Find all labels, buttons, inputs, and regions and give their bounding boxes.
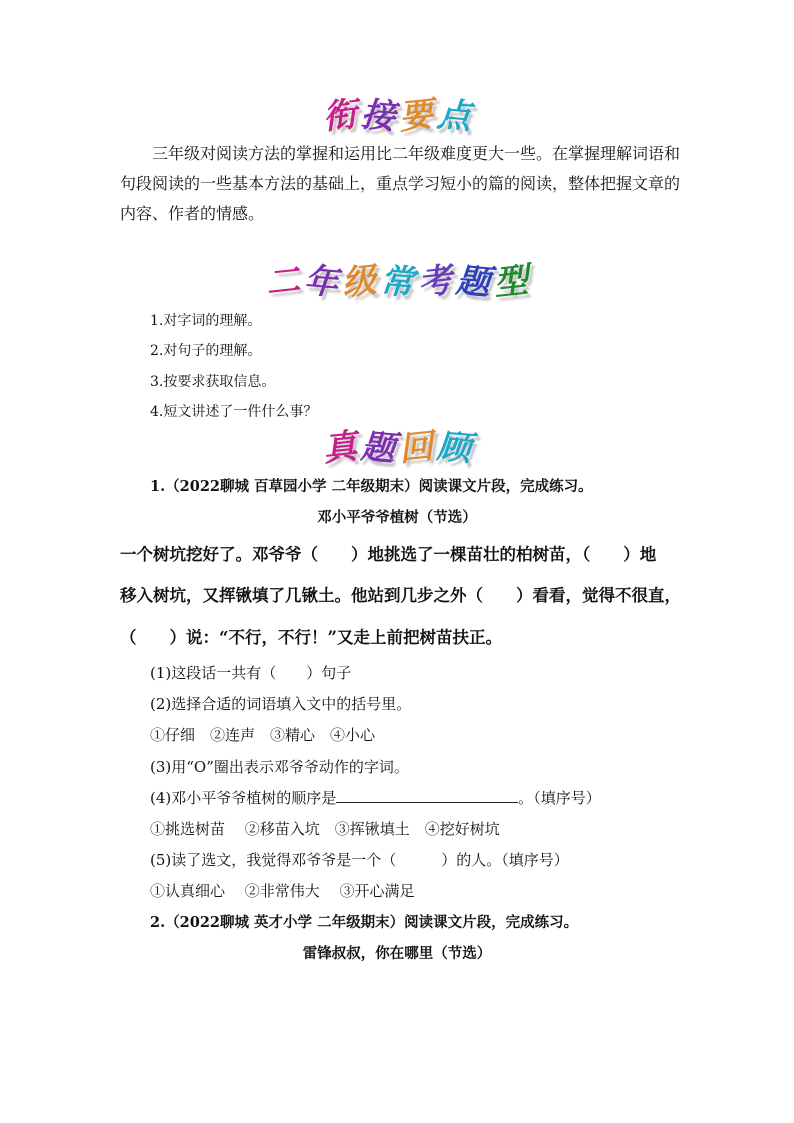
heading-char: 真 [321,426,359,470]
heading-char: 常 [378,260,416,304]
question-4 [150,788,601,808]
passage-line-1: 一个树坑挖好了。邓爷爷（ ）地挑选了一棵苗壮的柏树苗，（ ）地 [120,545,657,564]
question-2-options: ①仔细 ②连声 ③精心 ④小心 [150,726,376,744]
question-type-item: 2.对句子的理解。 [150,343,262,359]
heading-char: 题 [359,426,397,470]
heading-char: 型 [492,260,530,304]
question-4-prefix: (4)邓小平爷爷植树的顺序是 [150,789,337,807]
heading-char: 级 [340,260,378,304]
question-type-item: 4.短文讲述了一件什么事？ [150,404,318,420]
passage-line-3: （ ）说：“不行，不行！”又走上前把树苗扶正。 [120,628,502,647]
exercise-2-source: 2.（2022聊城 英才小学 二年级期末）阅读课文片段，完成练习。 [150,914,579,931]
heading-past-exams [0,428,794,468]
intro-line-3: 内容、作者的情感。 [120,204,265,223]
heading-char: 要 [397,94,435,138]
heading-question-types [0,262,794,302]
question-type-item: 1.对字词的理解。 [150,313,262,329]
heading-char: 衔 [321,94,359,138]
intro-line-2: 句段阅读的一些基本方法的基础上，重点学习短小的篇的阅读，整体把握文章的 [120,174,681,193]
heading-char: 点 [435,94,473,138]
intro-line-1: 三年级对阅读方法的掌握和运用比二年级难度更大一些。在掌握理解词语和 [152,144,681,163]
question-type-item: 3.按要求获取信息。 [150,374,276,390]
passage-line-2: 移入树坑，又挥锹填了几锹土。他站到几步之外（ ）看看，觉得不很直， [120,586,681,605]
exercise-1-title: 邓小平爷爷植树（节选） [317,509,477,526]
heading-char: 年 [302,260,340,304]
heading-char: 接 [359,94,397,138]
question-5: (5)读了选文，我觉得邓爷爷是一个（ ）的人。（填序号） [150,851,569,869]
question-3: (3)用“O”圈出表示邓爷爷动作的字词。 [150,758,409,776]
question-4-suffix: 。（填序号） [518,789,601,807]
heading-char: 二 [264,260,302,304]
intro-line-2-wrap [120,169,680,199]
heading-char: 回 [397,426,435,470]
exercise-1-source: 1.（2022聊城 百草园小学 二年级期末）阅读课文片段，完成练习。 [150,478,593,495]
heading-char: 考 [416,260,454,304]
exercise-2-title: 雷锋叔叔，你在哪里（节选） [302,945,492,962]
question-5-options: ①认真细心 ②非常伟大 ③开心满足 [150,882,415,900]
question-4-options: ①挑选树苗 ②移苗入坑 ③挥锹填土 ④挖好树坑 [150,820,500,838]
intro-paragraph [120,139,680,169]
heading-linking-points [0,96,794,136]
intro-line-3-wrap [120,199,680,229]
question-2: (2)选择合适的词语填入文中的括号里。 [150,695,412,713]
question-1: (1)这段话一共有（ ）句子 [150,664,352,682]
answer-blank[interactable] [336,788,518,803]
heading-char: 顾 [435,426,473,470]
heading-char: 题 [454,260,492,304]
